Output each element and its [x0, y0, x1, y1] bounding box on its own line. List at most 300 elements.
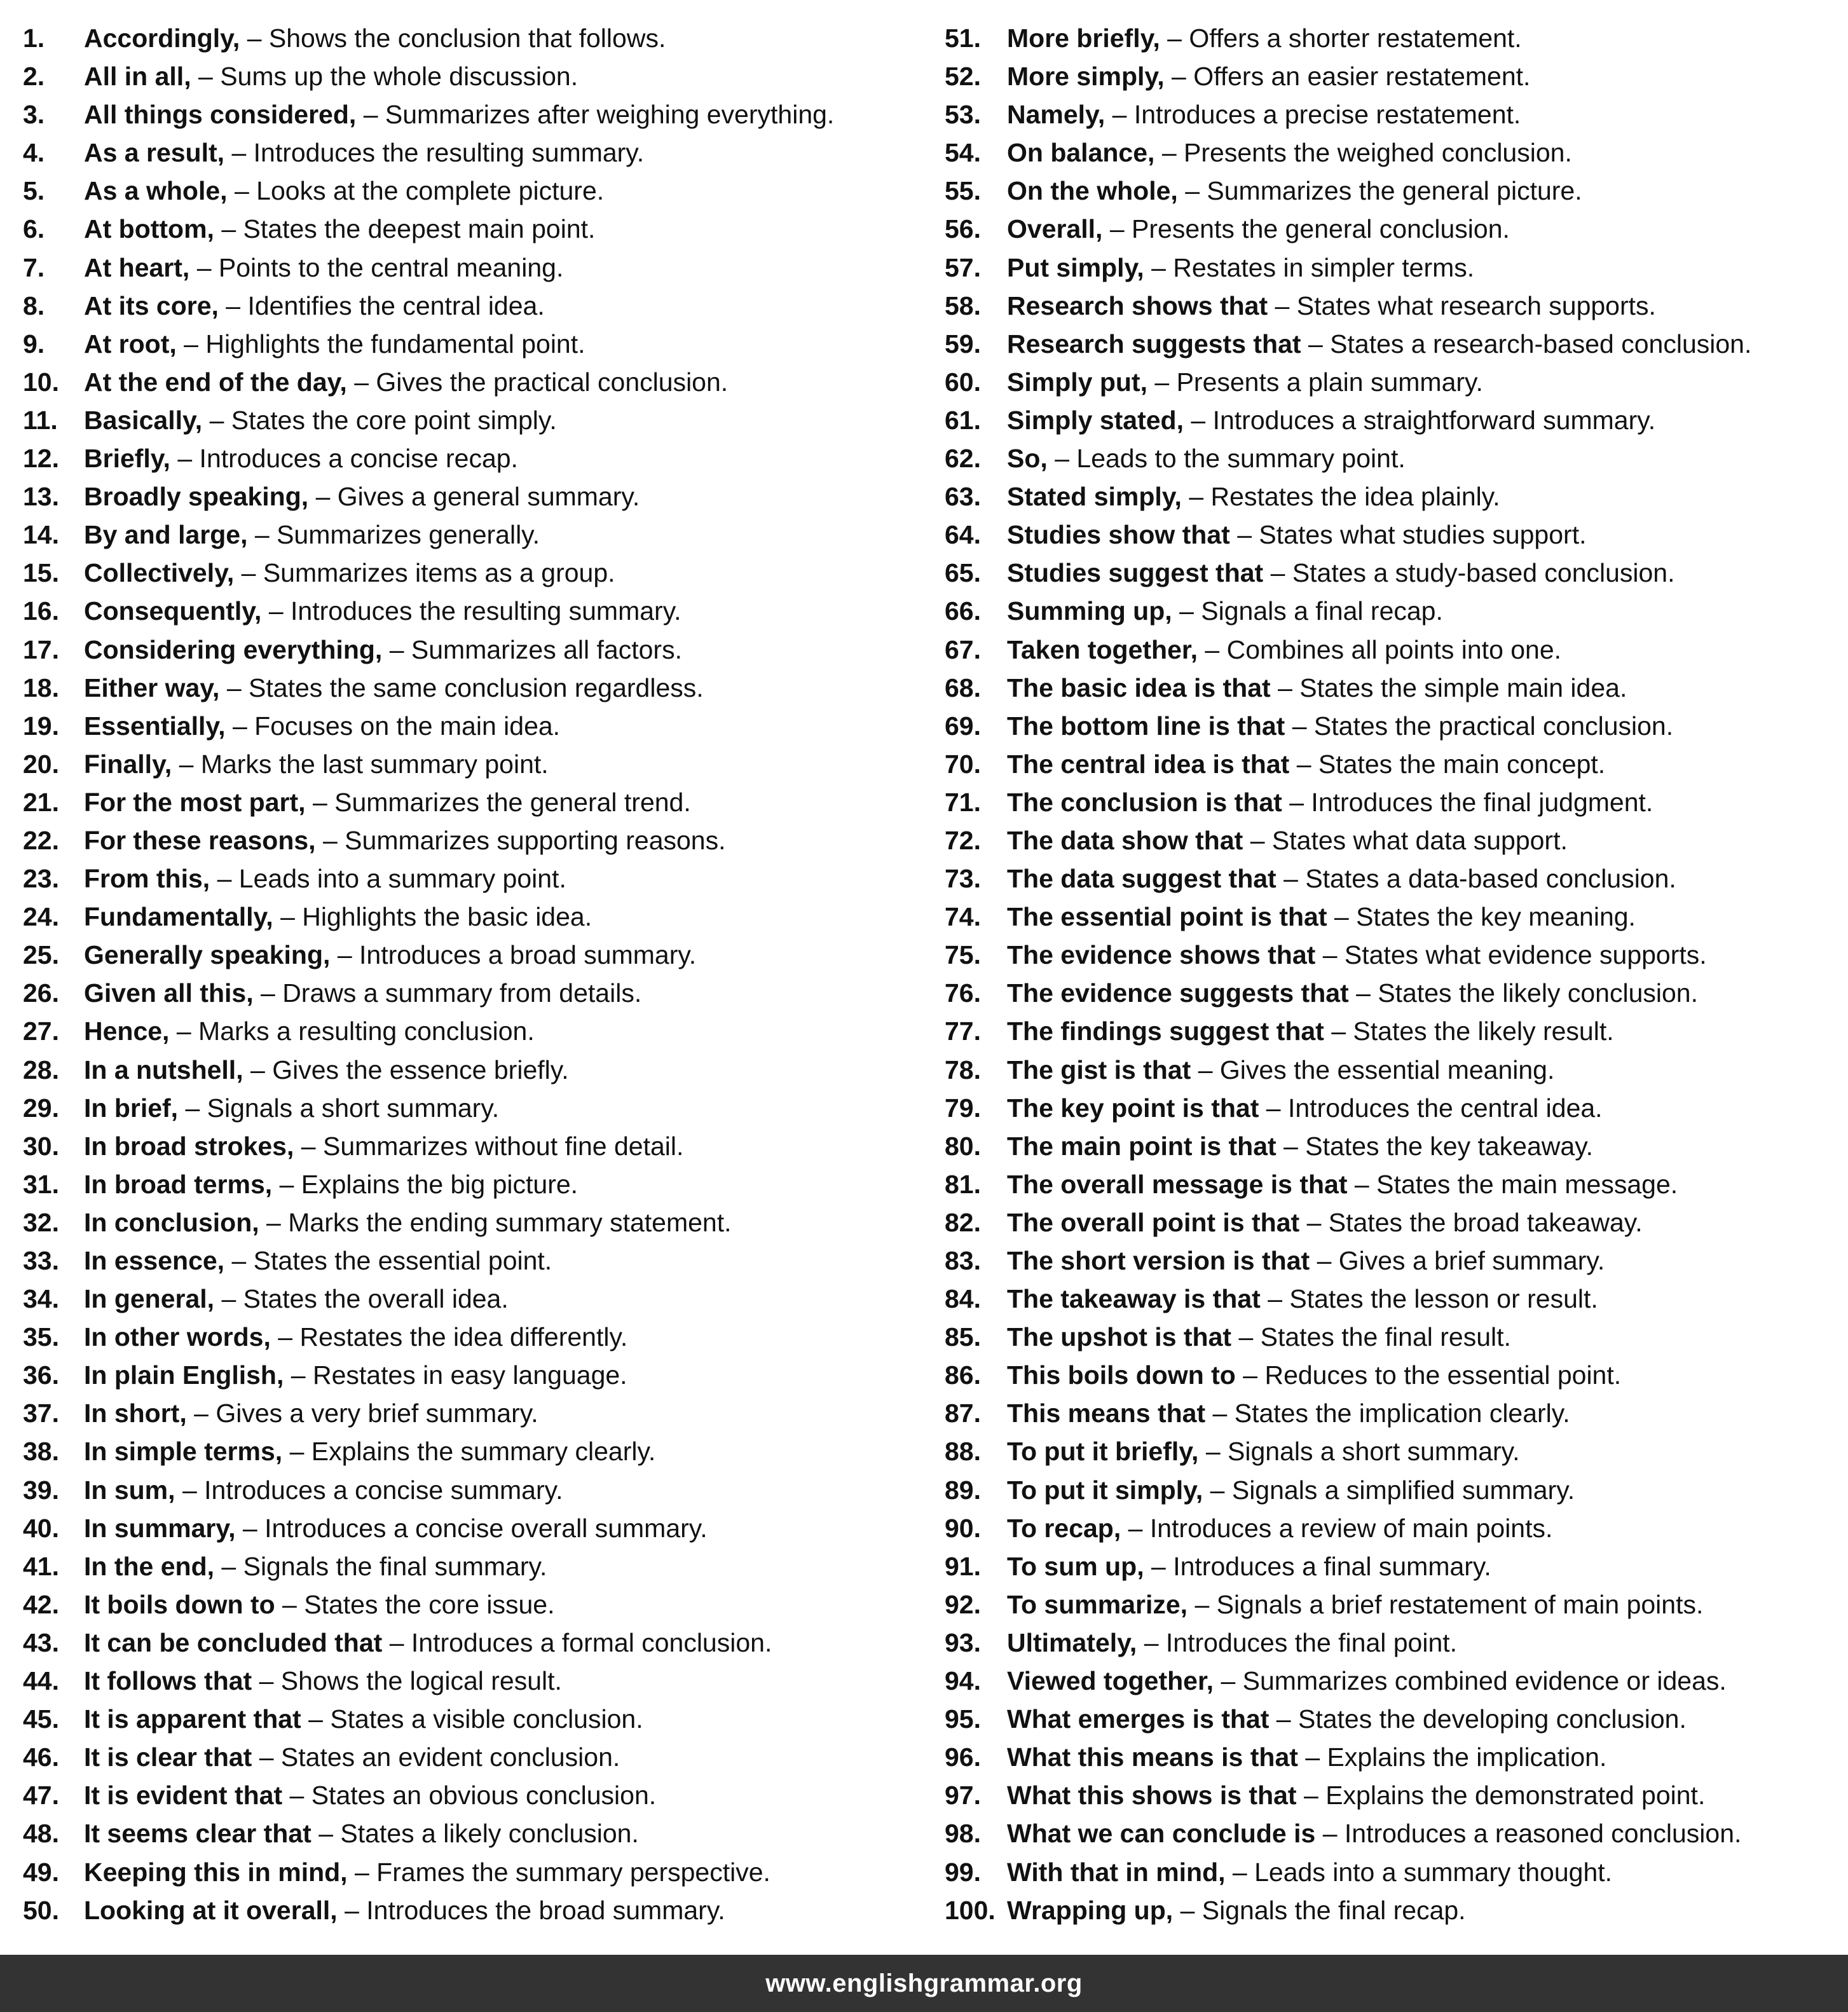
- item-phrase: In essence,: [84, 1246, 225, 1275]
- list-item: [945, 1891, 1848, 1929]
- item-description: – States the likely conclusion.: [1356, 978, 1698, 1008]
- list-item: [945, 1814, 1848, 1852]
- item-phrase: Summing up,: [1007, 596, 1172, 626]
- item-number: 3.: [23, 100, 45, 130]
- item-description: – Explains the big picture.: [279, 1169, 578, 1199]
- item-description: – Restates in simpler terms.: [1151, 252, 1475, 282]
- list-item: [945, 1242, 1848, 1280]
- item-number: 46.: [23, 1742, 59, 1772]
- item-phrase: What emerges is that: [1007, 1704, 1270, 1734]
- item-number: 29.: [23, 1093, 59, 1123]
- item-phrase: What this means is that: [1007, 1742, 1298, 1772]
- item-description: – Introduces the final judgment.: [1289, 787, 1653, 817]
- item-description: – Introduces a broad summary.: [337, 940, 697, 970]
- item-phrase: At root,: [84, 329, 177, 359]
- item-phrase: More simply,: [1007, 62, 1165, 92]
- item-description: – States what research supports.: [1275, 291, 1656, 320]
- item-phrase: In general,: [84, 1284, 215, 1314]
- item-number: 61.: [945, 405, 981, 435]
- item-description: – Shows the conclusion that follows.: [247, 24, 666, 53]
- list-item: [23, 57, 938, 95]
- list-item: [945, 1432, 1848, 1470]
- item-description: – States the deepest main point.: [221, 214, 596, 244]
- list-item: [945, 821, 1848, 859]
- list-item: [945, 554, 1848, 592]
- item-phrase: The bottom line is that: [1007, 711, 1285, 741]
- item-phrase: On the whole,: [1007, 176, 1178, 206]
- list-item: [23, 859, 938, 898]
- item-number: 55.: [945, 176, 981, 206]
- item-description: – States a research-based conclusion.: [1308, 329, 1752, 359]
- item-phrase: Collectively,: [84, 558, 235, 588]
- list-item: [23, 19, 938, 57]
- list-item: [23, 1356, 938, 1394]
- item-phrase: In sum,: [84, 1475, 175, 1505]
- item-number: 57.: [945, 252, 981, 282]
- item-number: 66.: [945, 596, 981, 626]
- item-description: – States what evidence supports.: [1322, 940, 1707, 970]
- list-item: [945, 1280, 1848, 1318]
- item-phrase: More briefly,: [1007, 24, 1160, 53]
- item-phrase: Simply put,: [1007, 367, 1147, 397]
- item-number: 28.: [23, 1055, 59, 1085]
- item-phrase: The key point is that: [1007, 1093, 1259, 1123]
- list-item: [945, 1051, 1848, 1089]
- item-phrase: Research suggests that: [1007, 329, 1301, 359]
- list-item: [23, 1738, 938, 1776]
- list-item: [945, 401, 1848, 439]
- item-description: – States a visible conclusion.: [308, 1704, 643, 1734]
- item-number: 12.: [23, 444, 59, 474]
- item-number: 25.: [23, 940, 59, 970]
- item-description: – Explains the implication.: [1305, 1742, 1607, 1772]
- list-item: [23, 707, 938, 745]
- phrase-list: [23, 19, 1828, 1926]
- item-phrase: The basic idea is that: [1007, 673, 1271, 702]
- item-phrase: All things considered,: [84, 100, 357, 130]
- list-item: [23, 745, 938, 783]
- item-description: – Shows the logical result.: [259, 1666, 562, 1696]
- item-number: 99.: [945, 1857, 981, 1887]
- list-item: [945, 363, 1848, 401]
- item-description: – Presents the general conclusion.: [1109, 214, 1510, 244]
- item-phrase: At its core,: [84, 291, 219, 320]
- item-description: – Introduces the broad summary.: [345, 1895, 725, 1925]
- footer-bar: [0, 1955, 1848, 2012]
- item-description: – Summarizes supporting reasons.: [322, 825, 726, 855]
- item-description: – Gives a brief summary.: [1317, 1246, 1605, 1275]
- item-description: – States what data support.: [1250, 825, 1568, 855]
- item-phrase: In brief,: [84, 1093, 179, 1123]
- list-item: [945, 1624, 1848, 1662]
- item-phrase: In summary,: [84, 1513, 236, 1543]
- list-item: [23, 631, 938, 669]
- item-phrase: Basically,: [84, 405, 203, 435]
- item-number: 89.: [945, 1475, 981, 1505]
- list-item: [23, 974, 938, 1012]
- item-number: 85.: [945, 1322, 981, 1352]
- item-number: 52.: [945, 62, 981, 92]
- item-number: 23.: [23, 864, 59, 894]
- item-number: 72.: [945, 825, 981, 855]
- item-description: – States the key takeaway.: [1283, 1131, 1594, 1161]
- item-description: – Leads to the summary point.: [1055, 444, 1406, 474]
- item-number: 33.: [23, 1246, 59, 1275]
- item-number: 94.: [945, 1666, 981, 1696]
- item-phrase: Either way,: [84, 673, 220, 702]
- item-number: 59.: [945, 329, 981, 359]
- item-phrase: The overall point is that: [1007, 1207, 1300, 1237]
- list-item: [945, 1662, 1848, 1700]
- item-description: – Introduces the final point.: [1144, 1627, 1458, 1657]
- list-item: [945, 1853, 1848, 1891]
- item-description: – Leads into a summary thought.: [1232, 1857, 1613, 1887]
- item-phrase: Taken together,: [1007, 634, 1198, 664]
- item-number: 5.: [23, 176, 45, 206]
- item-phrase: It boils down to: [84, 1589, 275, 1619]
- list-item: [945, 898, 1848, 936]
- item-description: – Explains the summary clearly.: [289, 1437, 656, 1467]
- footer-website-link[interactable]: www.englishgrammar.org: [765, 1969, 1083, 1997]
- item-description: – Introduces a formal conclusion.: [389, 1627, 772, 1657]
- item-description: – Introduces a reasoned conclusion.: [1322, 1819, 1742, 1849]
- item-number: 34.: [23, 1284, 59, 1314]
- list-item: [23, 1318, 938, 1356]
- item-phrase: In broad strokes,: [84, 1131, 294, 1161]
- item-phrase: Namely,: [1007, 100, 1105, 130]
- item-number: 32.: [23, 1207, 59, 1237]
- item-description: – Summarizes after weighing everything.: [363, 100, 835, 130]
- item-description: – Highlights the fundamental point.: [184, 329, 585, 359]
- list-item: [23, 401, 938, 439]
- item-number: 7.: [23, 252, 45, 282]
- item-number: 19.: [23, 711, 59, 741]
- item-phrase: Broadly speaking,: [84, 482, 309, 512]
- item-number: 45.: [23, 1704, 59, 1734]
- item-number: 93.: [945, 1627, 981, 1657]
- item-description: – Restates in easy language.: [291, 1360, 627, 1390]
- list-item: [23, 363, 938, 401]
- item-number: 16.: [23, 596, 59, 626]
- list-item: [945, 1509, 1848, 1547]
- item-phrase: Looking at it overall,: [84, 1895, 338, 1925]
- list-item: [945, 936, 1848, 974]
- item-number: 51.: [945, 24, 981, 53]
- item-description: – Presents a plain summary.: [1154, 367, 1483, 397]
- list-item: [23, 1547, 938, 1585]
- phrase-column-left: [23, 19, 938, 1929]
- item-description: – Signals the final summary.: [221, 1551, 547, 1581]
- item-number: 76.: [945, 978, 981, 1008]
- phrase-column-right: [945, 19, 1848, 1929]
- item-description: – States the main concept.: [1296, 749, 1606, 779]
- item-phrase: For the most part,: [84, 787, 306, 817]
- item-description: – Restates the idea differently.: [278, 1322, 628, 1352]
- item-number: 6.: [23, 214, 45, 244]
- item-number: 54.: [945, 138, 981, 168]
- item-phrase: Put simply,: [1007, 252, 1144, 282]
- item-phrase: All in all,: [84, 62, 191, 92]
- item-phrase: To put it simply,: [1007, 1475, 1203, 1505]
- item-phrase: At bottom,: [84, 214, 214, 244]
- list-item: [23, 1814, 938, 1852]
- item-description: – States the practical conclusion.: [1292, 711, 1674, 741]
- item-phrase: For these reasons,: [84, 825, 316, 855]
- item-description: – Frames the summary perspective.: [354, 1857, 770, 1887]
- item-number: 42.: [23, 1589, 59, 1619]
- item-phrase: To recap,: [1007, 1513, 1121, 1543]
- list-item: [945, 1165, 1848, 1203]
- list-item: [23, 439, 938, 477]
- item-phrase: As a result,: [84, 138, 225, 168]
- item-phrase: The overall message is that: [1007, 1169, 1348, 1199]
- item-phrase: It is apparent that: [84, 1704, 301, 1734]
- item-phrase: Keeping this in mind,: [84, 1857, 348, 1887]
- item-number: 65.: [945, 558, 981, 588]
- list-item: [23, 1432, 938, 1470]
- list-item: [23, 1585, 938, 1624]
- item-description: – Introduces the central idea.: [1266, 1093, 1603, 1123]
- item-description: – States what studies support.: [1237, 520, 1587, 550]
- item-description: – Summarizes generally.: [254, 520, 540, 550]
- item-description: – States the overall idea.: [221, 1284, 509, 1314]
- item-number: 58.: [945, 291, 981, 320]
- item-phrase: At heart,: [84, 252, 190, 282]
- item-phrase: In plain English,: [84, 1360, 284, 1390]
- item-description: – Introduces a concise recap.: [177, 444, 518, 474]
- item-description: – Signals a simplified summary.: [1210, 1475, 1575, 1505]
- item-number: 86.: [945, 1360, 981, 1390]
- item-number: 2.: [23, 62, 45, 92]
- item-number: 80.: [945, 1131, 981, 1161]
- item-description: – Leads into a summary point.: [217, 864, 566, 894]
- item-description: – Marks a resulting conclusion.: [176, 1016, 535, 1046]
- item-number: 21.: [23, 787, 59, 817]
- list-item: [945, 249, 1848, 287]
- list-item: [945, 1776, 1848, 1814]
- item-number: 17.: [23, 634, 59, 664]
- item-description: – Summarizes the general trend.: [312, 787, 691, 817]
- item-description: – States the key meaning.: [1334, 902, 1636, 932]
- item-number: 22.: [23, 825, 59, 855]
- list-item: [23, 133, 938, 172]
- item-phrase: Fundamentally,: [84, 902, 273, 932]
- item-number: 47.: [23, 1781, 59, 1810]
- list-item: [23, 1280, 938, 1318]
- item-phrase: The essential point is that: [1007, 902, 1327, 932]
- item-description: – States the final result.: [1238, 1322, 1511, 1352]
- item-description: – Signals a brief restatement of main points.: [1194, 1589, 1704, 1619]
- item-number: 82.: [945, 1207, 981, 1237]
- item-number: 62.: [945, 444, 981, 474]
- list-item: [945, 783, 1848, 821]
- item-phrase: From this,: [84, 864, 210, 894]
- item-number: 44.: [23, 1666, 59, 1696]
- item-phrase: The gist is that: [1007, 1055, 1191, 1085]
- item-number: 9.: [23, 329, 45, 359]
- item-description: – Summarizes items as a group.: [241, 558, 615, 588]
- item-description: – Reduces to the essential point.: [1243, 1360, 1622, 1390]
- list-item: [945, 210, 1848, 248]
- list-item: [23, 287, 938, 325]
- item-number: 75.: [945, 940, 981, 970]
- item-phrase: As a whole,: [84, 176, 228, 206]
- item-description: – Introduces the resulting summary.: [268, 596, 681, 626]
- item-description: – Offers a shorter restatement.: [1167, 24, 1522, 53]
- item-description: – States the lesson or result.: [1268, 1284, 1598, 1314]
- list-item: [23, 1242, 938, 1280]
- item-description: – Summarizes all factors.: [389, 634, 682, 664]
- item-description: – Identifies the central idea.: [226, 291, 545, 320]
- item-number: 4.: [23, 138, 45, 168]
- item-phrase: It is clear that: [84, 1742, 252, 1772]
- item-number: 70.: [945, 749, 981, 779]
- item-number: 43.: [23, 1627, 59, 1657]
- item-number: 71.: [945, 787, 981, 817]
- list-item: [23, 783, 938, 821]
- item-description: – Summarizes without fine detail.: [301, 1131, 684, 1161]
- item-description: – Explains the demonstrated point.: [1304, 1781, 1706, 1810]
- list-item: [23, 1891, 938, 1929]
- item-phrase: Studies show that: [1007, 520, 1230, 550]
- list-item: [23, 1203, 938, 1242]
- item-phrase: On balance,: [1007, 138, 1155, 168]
- list-item: [945, 974, 1848, 1012]
- item-description: – Introduces a concise overall summary.: [242, 1513, 708, 1543]
- item-number: 95.: [945, 1704, 981, 1734]
- item-description: – Summarizes combined evidence or ideas.: [1221, 1666, 1727, 1696]
- item-description: – Sums up the whole discussion.: [198, 62, 578, 92]
- item-phrase: Finally,: [84, 749, 172, 779]
- list-item: [23, 821, 938, 859]
- item-description: – Signals a short summary.: [185, 1093, 500, 1123]
- list-item: [945, 325, 1848, 363]
- list-item: [23, 1509, 938, 1547]
- item-number: 100.: [945, 1895, 996, 1925]
- item-phrase: Generally speaking,: [84, 940, 331, 970]
- list-item: [23, 95, 938, 133]
- item-number: 81.: [945, 1169, 981, 1199]
- list-item: [23, 554, 938, 592]
- list-item: [945, 707, 1848, 745]
- list-item: [23, 1662, 938, 1700]
- item-number: 56.: [945, 214, 981, 244]
- item-number: 36.: [23, 1360, 59, 1390]
- item-phrase: In the end,: [84, 1551, 214, 1581]
- item-phrase: The upshot is that: [1007, 1322, 1232, 1352]
- item-number: 74.: [945, 902, 981, 932]
- item-phrase: Hence,: [84, 1016, 170, 1046]
- list-item: [23, 1471, 938, 1509]
- list-item: [23, 325, 938, 363]
- list-item: [23, 936, 938, 974]
- list-item: [23, 1127, 938, 1165]
- item-description: – States the implication clearly.: [1212, 1399, 1570, 1428]
- list-item: [945, 1700, 1848, 1738]
- item-number: 24.: [23, 902, 59, 932]
- item-phrase: The takeaway is that: [1007, 1284, 1261, 1314]
- item-number: 13.: [23, 482, 59, 512]
- item-number: 69.: [945, 711, 981, 741]
- item-phrase: Studies suggest that: [1007, 558, 1264, 588]
- item-description: – States the simple main idea.: [1278, 673, 1627, 702]
- item-description: – Marks the last summary point.: [179, 749, 549, 779]
- item-phrase: What this shows is that: [1007, 1781, 1297, 1810]
- item-phrase: To put it briefly,: [1007, 1437, 1199, 1467]
- item-description: – States a data-based conclusion.: [1283, 864, 1676, 894]
- list-item: [945, 1394, 1848, 1432]
- list-item: [945, 1547, 1848, 1585]
- item-number: 11.: [23, 405, 58, 435]
- list-item: [23, 898, 938, 936]
- item-phrase: The short version is that: [1007, 1246, 1310, 1275]
- item-number: 15.: [23, 558, 59, 588]
- item-description: – Gives a very brief summary.: [194, 1399, 538, 1428]
- item-description: – States the same conclusion regardless.: [226, 673, 704, 702]
- list-item: [23, 477, 938, 516]
- item-number: 48.: [23, 1819, 59, 1849]
- item-phrase: Viewed together,: [1007, 1666, 1214, 1696]
- list-item: [945, 1356, 1848, 1394]
- item-description: – Presents the weighed conclusion.: [1161, 138, 1572, 168]
- item-phrase: The evidence shows that: [1007, 940, 1316, 970]
- list-item: [945, 439, 1848, 477]
- item-number: 78.: [945, 1055, 981, 1085]
- item-number: 98.: [945, 1819, 981, 1849]
- list-item: [23, 249, 938, 287]
- item-number: 31.: [23, 1169, 59, 1199]
- item-number: 84.: [945, 1284, 981, 1314]
- list-item: [23, 1165, 938, 1203]
- item-description: – States an evident conclusion.: [259, 1742, 620, 1772]
- item-description: – States the likely result.: [1331, 1016, 1614, 1046]
- list-item: [945, 592, 1848, 630]
- item-number: 63.: [945, 482, 981, 512]
- item-phrase: Ultimately,: [1007, 1627, 1137, 1657]
- item-phrase: Stated simply,: [1007, 482, 1182, 512]
- item-description: – Looks at the complete picture.: [234, 176, 605, 206]
- list-item: [945, 745, 1848, 783]
- list-item: [23, 592, 938, 630]
- item-number: 37.: [23, 1399, 59, 1428]
- item-phrase: The conclusion is that: [1007, 787, 1282, 817]
- item-phrase: The findings suggest that: [1007, 1016, 1324, 1046]
- item-description: – Draws a summary from details.: [261, 978, 642, 1008]
- item-phrase: The central idea is that: [1007, 749, 1290, 779]
- item-number: 68.: [945, 673, 981, 702]
- item-description: – Introduces a precise restatement.: [1112, 100, 1521, 130]
- list-item: [23, 1776, 938, 1814]
- item-number: 8.: [23, 291, 45, 320]
- item-description: – Focuses on the main idea.: [232, 711, 561, 741]
- item-phrase: By and large,: [84, 520, 248, 550]
- item-description: – States the main message.: [1354, 1169, 1678, 1199]
- item-description: – Signals a short summary.: [1205, 1437, 1520, 1467]
- list-item: [945, 1089, 1848, 1127]
- item-phrase: In broad terms,: [84, 1169, 273, 1199]
- list-item: [945, 95, 1848, 133]
- item-phrase: In other words,: [84, 1322, 271, 1352]
- item-description: – Introduces a final summary.: [1151, 1551, 1491, 1581]
- list-item: [945, 57, 1848, 95]
- list-item: [945, 1738, 1848, 1776]
- item-number: 77.: [945, 1016, 981, 1046]
- list-item: [945, 1318, 1848, 1356]
- item-description: – States the broad takeaway.: [1306, 1207, 1643, 1237]
- list-item: [23, 172, 938, 210]
- item-phrase: The main point is that: [1007, 1131, 1276, 1161]
- list-item: [945, 516, 1848, 554]
